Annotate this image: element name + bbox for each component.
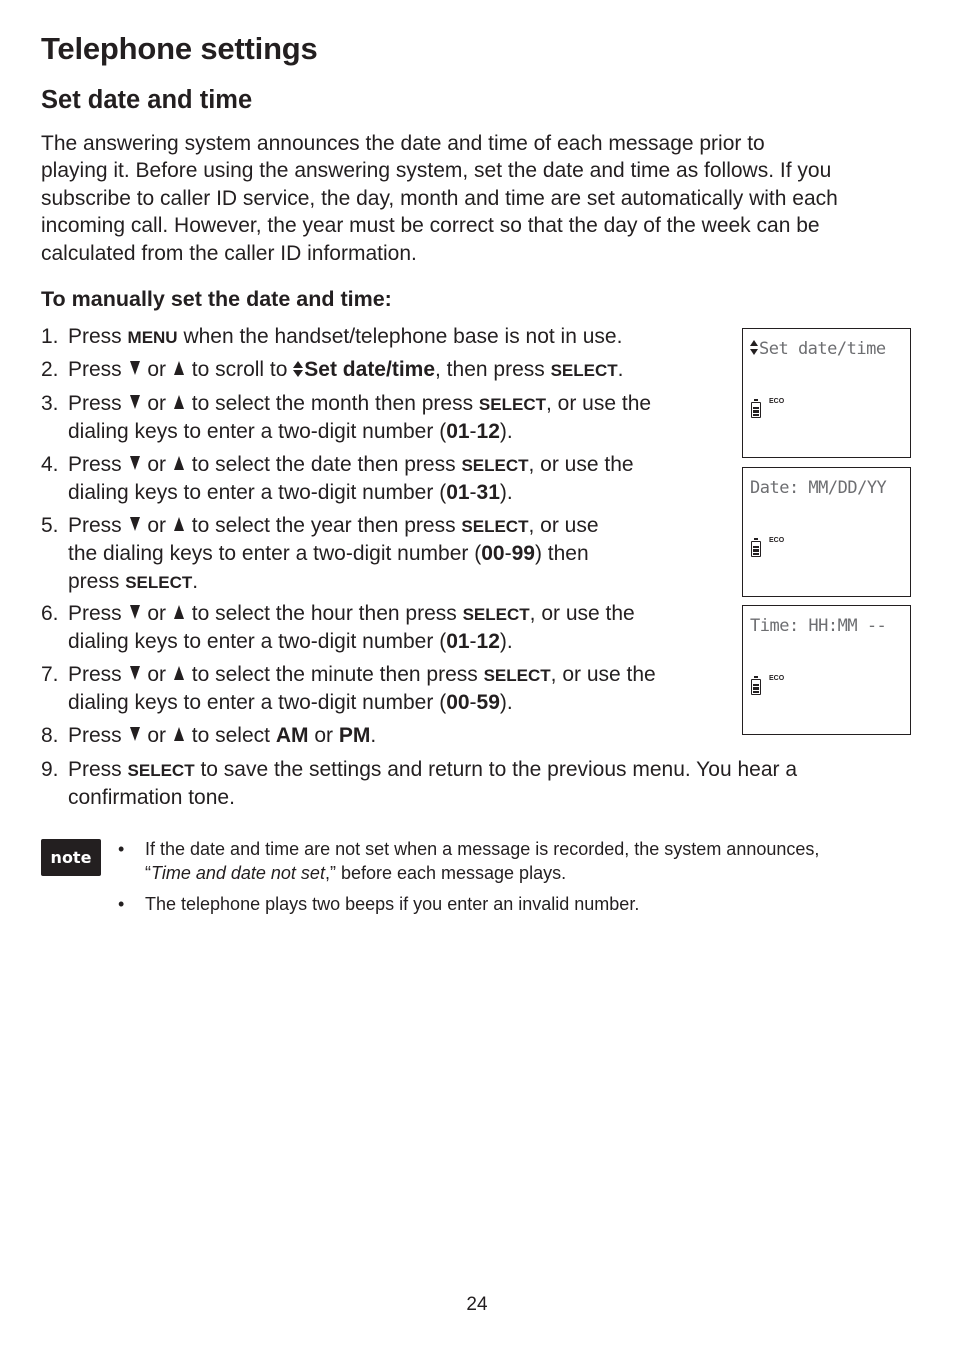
step-text: ). (499, 630, 513, 654)
up-arrow-icon (174, 666, 184, 680)
battery-icon (751, 541, 761, 557)
period: . (192, 569, 199, 593)
select-key-label: SELECT (478, 395, 546, 414)
intro-paragraph (41, 130, 921, 267)
step-text: to select the date then press (191, 453, 456, 476)
or-word: or (314, 724, 334, 747)
press-word: Press (68, 663, 122, 686)
range-start: 01 (446, 630, 470, 654)
lcd-display-text: Time: HH:MM -- (750, 616, 887, 636)
step-number: 3. (41, 392, 59, 415)
note-badge: note (41, 839, 101, 876)
select-key-label: SELECT (550, 361, 618, 380)
lcd-menu-label: Set date/time (759, 339, 886, 359)
battery-icon (751, 679, 761, 695)
select-key-label: SELECT (461, 517, 529, 536)
note-text: If the date and time are not set when a message is recorded, the system announces, (145, 839, 820, 859)
or-word: or (147, 453, 167, 476)
period: . (370, 724, 377, 747)
range-end: 12 (476, 420, 500, 444)
lcd-display-text: Date: MM/DD/YY (750, 478, 887, 498)
range-end: 59 (476, 691, 500, 715)
down-arrow-icon (130, 727, 140, 741)
step-text: ) then (534, 542, 589, 566)
step-text: to scroll to (191, 358, 288, 381)
step-text: ). (499, 481, 513, 505)
range-start: 00 (481, 542, 505, 566)
down-arrow-icon (130, 361, 140, 375)
eco-indicator: ECO (769, 398, 785, 405)
range-dash: - (469, 630, 477, 654)
press-word: Press (68, 325, 122, 348)
bullet: • (118, 839, 125, 859)
up-down-arrow-icon (750, 340, 759, 355)
or-word: or (147, 514, 167, 537)
step-text: to select the month then press (191, 392, 474, 415)
press-word: Press (68, 392, 122, 415)
step-number: 8. (41, 724, 59, 747)
select-key-label: SELECT (462, 605, 530, 624)
quote-mark: “ (145, 863, 151, 883)
press-word: Press (68, 724, 122, 747)
lcd-screen-time (742, 605, 911, 735)
intro-line: subscribe to caller ID service, the day, month and time are set automatically with each (41, 186, 838, 210)
menu-item-name: Set date/time (304, 358, 436, 381)
or-word: or (147, 392, 167, 415)
step-text: dialing keys to enter a two-digit number ( (68, 691, 447, 715)
up-arrow-icon (174, 605, 184, 619)
step-text: to select the hour then press (191, 602, 457, 625)
range-end: 12 (476, 630, 500, 654)
intro-line: incoming call. However, the year must be correct so that the day of the week can be (41, 214, 820, 238)
intro-line: playing it. Before using the answering system, set the date and time as follows. If you (41, 159, 832, 183)
up-arrow-icon (174, 517, 184, 531)
or-word: or (147, 663, 167, 686)
step-text: to select (191, 724, 270, 747)
step-text: to select the minute then press (191, 663, 478, 686)
range-start: 01 (446, 420, 470, 444)
range-dash: - (469, 420, 477, 444)
down-arrow-icon (130, 517, 140, 531)
step-number: 5. (41, 514, 59, 537)
note-text: ,” before each message plays. (324, 863, 567, 883)
down-arrow-icon (130, 456, 140, 470)
step-text: ). (499, 691, 513, 715)
step-text: when the handset/telephone base is not in use. (183, 325, 623, 348)
step-text: the dialing keys to enter a two-digit number ( (68, 542, 482, 566)
up-arrow-icon (174, 395, 184, 409)
step-text: , or use the (529, 602, 635, 625)
lcd-screen-date (742, 467, 911, 597)
step-text: to select the year then press (191, 514, 456, 537)
select-key-label: SELECT (483, 666, 551, 685)
page-title: Telephone settings (41, 31, 318, 66)
step-text: to save the settings and return to the previous menu. You hear a (200, 758, 797, 781)
step-text: dialing keys to enter a two-digit number ( (68, 481, 447, 505)
step-text: dialing keys to enter a two-digit number ( (68, 630, 447, 654)
range-dash: - (504, 542, 512, 566)
step-number: 6. (41, 602, 59, 625)
press-word: Press (68, 758, 122, 781)
step-number: 9. (41, 758, 59, 781)
intro-line: calculated from the caller ID information. (41, 241, 417, 265)
range-dash: - (469, 481, 477, 505)
up-down-arrow-icon (293, 361, 303, 377)
am-label: AM (275, 724, 309, 747)
step-text: , or use (528, 514, 599, 537)
or-word: or (147, 358, 167, 381)
range-dash: - (469, 691, 477, 715)
lcd-screen-set-date-time (742, 328, 911, 458)
press-word: Press (68, 358, 122, 381)
press-word: Press (68, 514, 122, 537)
note-text: The telephone plays two beeps if you enter an invalid number. (145, 894, 640, 914)
range-end: 31 (476, 481, 500, 505)
page-number: 24 (466, 1294, 488, 1315)
press-word: Press (68, 602, 122, 625)
step-text: , then press (435, 358, 545, 381)
or-word: or (147, 724, 167, 747)
announcement-text: Time and date not set (151, 863, 325, 883)
select-key-label: SELECT (127, 761, 195, 780)
up-arrow-icon (174, 361, 184, 375)
down-arrow-icon (130, 605, 140, 619)
press-word: Press (68, 453, 122, 476)
step-text: dialing keys to enter a two-digit number ( (68, 420, 447, 444)
or-word: or (147, 602, 167, 625)
step-text: press (68, 569, 120, 593)
up-arrow-icon (174, 727, 184, 741)
down-arrow-icon (130, 666, 140, 680)
select-key-label: SELECT (125, 572, 193, 592)
step-text: , or use the (545, 392, 652, 415)
step-number: 2. (41, 358, 59, 381)
step-number: 7. (41, 663, 59, 686)
step-text: , or use the (528, 453, 634, 476)
range-end: 99 (511, 542, 535, 566)
range-start: 00 (446, 691, 470, 715)
step-number: 1. (41, 325, 59, 348)
down-arrow-icon (130, 395, 140, 409)
eco-indicator: ECO (769, 537, 785, 544)
pm-label: PM (338, 724, 371, 747)
range-start: 01 (446, 481, 470, 505)
select-key-label: SELECT (461, 456, 529, 475)
step-text: confirmation tone. (68, 786, 235, 810)
procedure-heading: To manually set the date and time: (41, 287, 392, 311)
battery-icon (751, 402, 761, 418)
step-text: , or use the (550, 663, 656, 686)
eco-indicator: ECO (769, 675, 785, 682)
intro-line: The answering system announces the date and time of each message prior to (41, 132, 765, 155)
lcd-display-text (750, 339, 886, 359)
section-heading: Set date and time (41, 86, 253, 114)
menu-key-label: MENU (127, 328, 178, 347)
up-arrow-icon (174, 456, 184, 470)
period: . (617, 358, 624, 381)
step-text: ). (499, 420, 513, 444)
step-number: 4. (41, 453, 59, 476)
bullet: • (118, 894, 125, 914)
